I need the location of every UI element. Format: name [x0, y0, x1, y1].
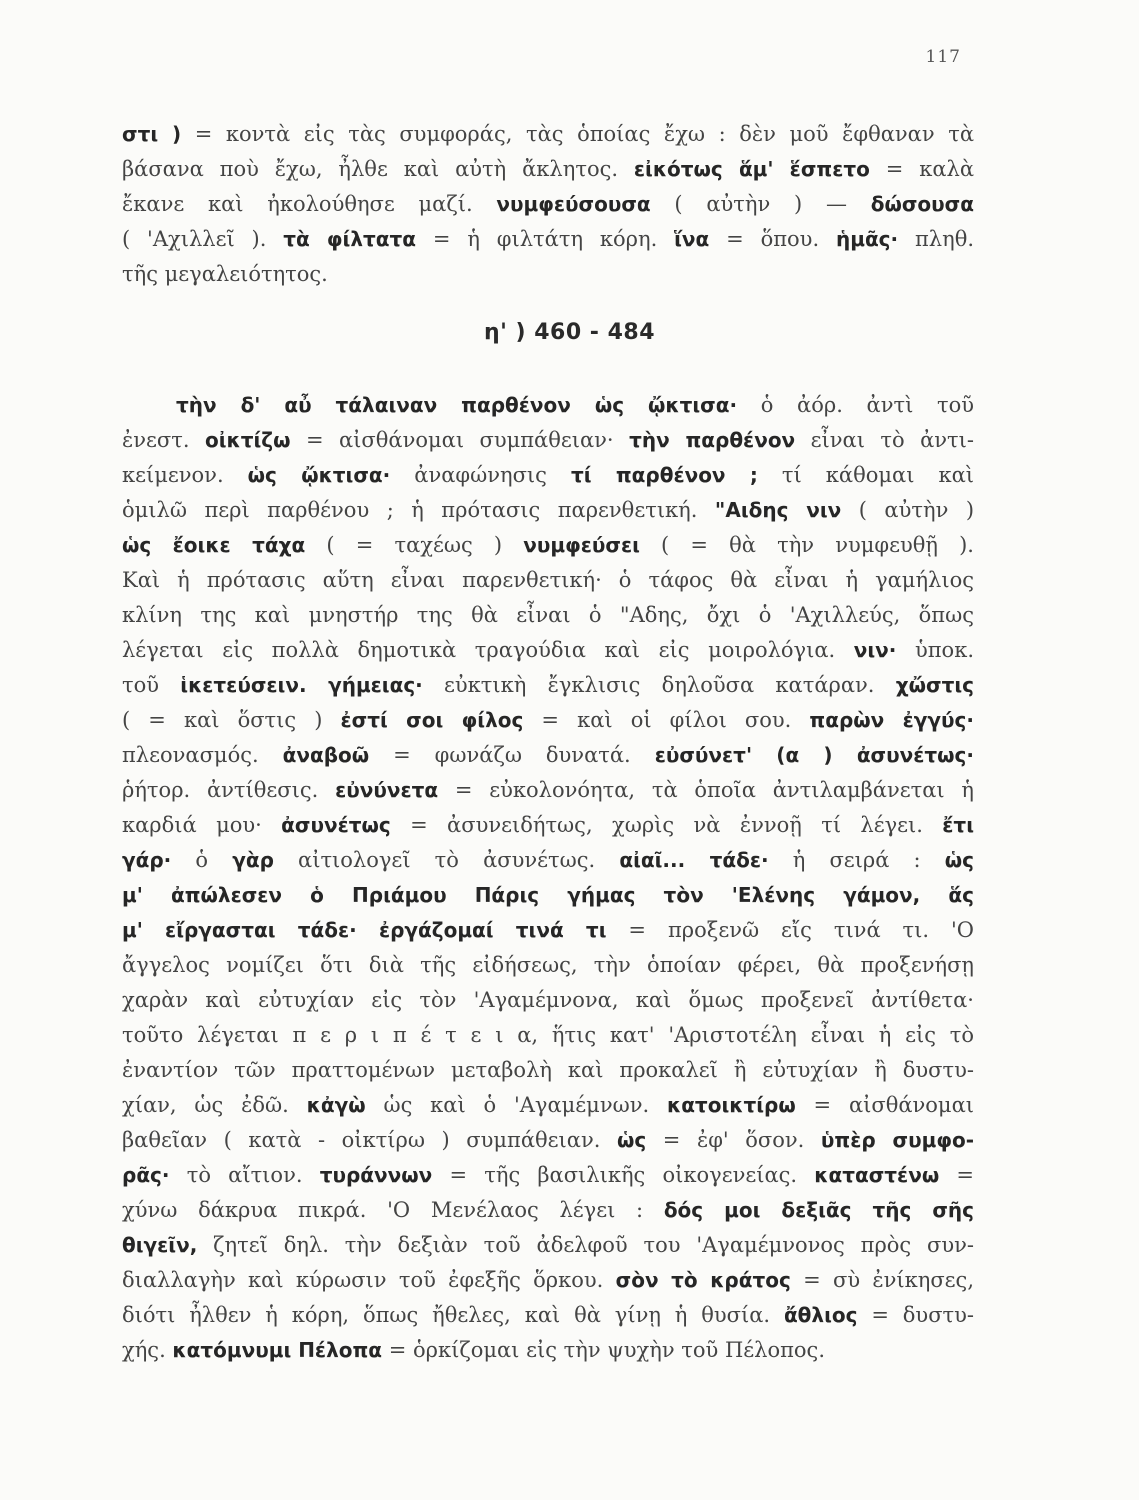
text-line [122, 1018, 974, 1052]
text-line [122, 878, 974, 912]
lemma-bold: εὐνύνετα [335, 778, 439, 802]
gloss-text: αἰτιολογεῖ τὸ ἀσυνέτως. [273, 848, 620, 872]
text-line [122, 1333, 974, 1367]
gloss-text: = προξενῶ εἴς τινά τι. 'Ο [606, 918, 974, 942]
gloss-text: τί κάθομαι καὶ [757, 463, 974, 487]
lemma-bold: ὡς ᾤκτισα· [247, 463, 391, 487]
lemma-bold: θιγεῖν, [122, 1233, 198, 1257]
gloss-text: = τῆς βασιλικῆς οἰκογενείας. [432, 1163, 815, 1187]
gloss-text: διαλλαγὴν καὶ κύρωσιν τοῦ ἐφεξῆς ὅρκου. [122, 1268, 616, 1292]
lemma-bold: ἱκετεύσειν. γήμειας· [180, 673, 423, 697]
gloss-text: ( αὐτὴν ) — [650, 192, 871, 216]
lemma-bold: χὤστις [895, 673, 974, 697]
gloss-text: κείμενον. [122, 463, 248, 487]
gloss-text: ( 'Αχιλλεῖ ). [122, 227, 284, 251]
text-line [122, 1228, 974, 1262]
lemma-bold: μ' ἀπώλεσεν ὁ Πριάμου Πάρις γήμας τὸν 'Ελένης γάμον, ἅς [122, 883, 974, 907]
gloss-text: = εὐκολονόητα, τὰ ὁποῖα ἀντιλαμβάνεται ἡ [438, 778, 974, 802]
gloss-text: βαθεῖαν ( κατὰ - οἰκτίρω ) συμπάθειαν. [122, 1128, 617, 1152]
lemma-bold: νυμφεύσουσα [496, 192, 651, 216]
gloss-text: ( = καὶ ὅστις ) [122, 708, 341, 732]
lemma-bold: ρᾶς· [122, 1163, 170, 1187]
lemma-bold: κατόμνυμι Πέλοπα [172, 1338, 383, 1362]
lemma-bold: ἡμᾶς· [835, 227, 899, 251]
text-line [122, 563, 974, 597]
lemma-bold: τυράννων [319, 1163, 433, 1187]
gloss-text: πλεονασμός. [122, 743, 283, 767]
lemma-bold: ἀναβοῶ [282, 743, 370, 767]
lemma-bold: οἰκτίζω [205, 428, 291, 452]
gloss-text: εἶναι τὸ ἀντι- [795, 428, 974, 452]
section-heading: η' ) 460 - 484 [483, 320, 656, 345]
lemma-bold: γάρ· [122, 848, 172, 872]
gloss-text: κλίνη της καὶ μνηστήρ της θὰ εἶναι ὁ "Αδης, ὄχι ὁ 'Αχιλλεύς, ὅπως [122, 603, 974, 627]
text-line [122, 598, 974, 632]
lemma-bold: ἔτι [942, 813, 974, 837]
gloss-text: ὡς καὶ ὁ 'Αγαμέμνων. [365, 1093, 667, 1117]
text-line [122, 1088, 974, 1122]
lemma-bold: νυμφεύσει [523, 533, 640, 557]
text-line [122, 1123, 974, 1157]
text-line [122, 1158, 974, 1192]
text-line [122, 458, 974, 492]
gloss-text: Καὶ ἡ πρότασις αὕτη εἶναι παρενθετική· ὁ τάφος θὰ εἶναι ἡ γαμήλιος [122, 568, 974, 592]
lemma-bold: στι ) [122, 122, 182, 146]
gloss-text: = ὁρκίζομαι εἰς τὴν ψυχὴν τοῦ Πέλοπος. [382, 1338, 825, 1362]
gloss-text: ὁ [171, 848, 233, 872]
lemma-bold: δώσουσα [870, 192, 974, 216]
text-line [122, 913, 974, 947]
gloss-text: ( = θὰ τὴν νυμφευθῇ ). [639, 533, 974, 557]
lemma-bold: ἐστί σοι φίλος [340, 708, 524, 732]
text-line [122, 493, 974, 527]
text-line [176, 388, 974, 422]
text-line [122, 703, 974, 737]
text-line [122, 668, 974, 702]
gloss-text: ἐναντίον τῶν πραττομένων μεταβολὴ καὶ προκαλεῖ ἢ εὐτυχίαν ἢ δυστυ- [122, 1058, 974, 1082]
text-line [122, 808, 974, 842]
text-line [122, 528, 974, 562]
lemma-bold: τὰ φίλτατα [283, 227, 417, 251]
gloss-text: ἄγγελος νομίζει ὅτι διὰ τῆς εἰδήσεως, τὴν ὁποίαν φέρει, θὰ προξενήσῃ [122, 953, 974, 977]
gloss-text: χίαν, ὡς ἐδῶ. [122, 1093, 307, 1117]
gloss-text: = ἀσυνειδήτως, χωρὶς νὰ ἐννοῇ τί λέγει. [390, 813, 943, 837]
gloss-text: χαρὰν καὶ εὐτυχίαν εἰς τὸν 'Αγαμέμνονα, καὶ ὅμως προξενεῖ ἀντίθετα· [122, 988, 974, 1012]
gloss-text: ζητεῖ δηλ. τὴν δεξιὰν τοῦ ἀδελφοῦ του 'Αγαμέμνονος πρὸς συν- [197, 1233, 974, 1257]
gloss-text: βάσανα ποὺ ἔχω, ἦλθε καὶ αὐτὴ ἄκλητος. [122, 157, 634, 181]
gloss-text: = καὶ οἱ φίλοι σου. [523, 708, 810, 732]
text-line [122, 257, 974, 291]
lemma-bold: ἄθλιος [783, 1303, 858, 1327]
gloss-text: λέγεται εἰς πολλὰ δημοτικὰ τραγούδια καὶ εἰς μοιρολόγια. [122, 638, 854, 662]
lemma-bold: τί παρθένον ; [570, 463, 758, 487]
gloss-text: καρδιά μου· [122, 813, 282, 837]
gloss-text: ( αὐτὴν ) [841, 498, 974, 522]
gloss-text: = δυστυ- [857, 1303, 974, 1327]
text-line [122, 423, 974, 457]
gloss-text: = σὺ ἐνίκησες, [790, 1268, 974, 1292]
lemma-bold: εὐσύνετ' (α ) ἀσυνέτως· [654, 743, 974, 767]
lemma-bold: κἀγὼ [306, 1093, 366, 1117]
lemma-bold: ἀσυνέτως [281, 813, 391, 837]
page-number: 117 [925, 47, 961, 67]
gloss-text: ( = ταχέως ) [305, 533, 524, 557]
text-line [122, 152, 974, 186]
gloss-text: ὁ ἀόρ. ἀντὶ τοῦ [737, 393, 974, 417]
lemma-bold: παρὼν ἐγγύς· [809, 708, 974, 732]
text-line [122, 1193, 974, 1227]
lemma-bold: εἰκότως ἅμ' ἕσπετο [633, 157, 870, 181]
lemma-bold: καταστένω [814, 1163, 940, 1187]
gloss-text: ἡ σειρά : [768, 848, 945, 872]
gloss-text: διότι ἦλθεν ἡ κόρη, ὅπως ἤθελες, καὶ θὰ γίνῃ ἡ θυσία. [122, 1303, 784, 1327]
lemma-bold: τὴν παρθένον [629, 428, 796, 452]
gloss-text: = καλὰ [869, 157, 974, 181]
gloss-text: τῆς μεγαλειότητος. [122, 262, 328, 286]
gloss-text: τοῦ [122, 673, 181, 697]
gloss-text: = [939, 1163, 974, 1187]
text-line [122, 983, 974, 1017]
gloss-text: = ἐφ' ὅσον. [646, 1128, 821, 1152]
lemma-bold: σὸν τὸ κράτος [615, 1268, 791, 1292]
gloss-text: ὑποκ. [896, 638, 974, 662]
text-line [122, 1263, 974, 1297]
lemma-bold: δός μοι δεξιᾶς τῆς σῆς [663, 1198, 974, 1222]
gloss-text: = ἡ φιλτάτη κόρη. [416, 227, 675, 251]
gloss-text: ῥήτορ. ἀντίθεσις. [122, 778, 336, 802]
lemma-bold: ὡς [616, 1128, 647, 1152]
text-line [122, 948, 974, 982]
text-line [122, 187, 974, 221]
gloss-text: ἐνεστ. [122, 428, 205, 452]
text-line [122, 1053, 974, 1087]
lemma-bold: "Αιδης νιν [714, 498, 842, 522]
text-line [122, 633, 974, 667]
lemma-bold: ὑπὲρ συμφο- [820, 1128, 974, 1152]
lemma-bold: ὡς [944, 848, 974, 872]
text-line [122, 738, 974, 772]
gloss-text: τοῦτο λέγεται π ε ρ ι π έ τ ε ι α, ἥτις κατ' 'Αριστοτέλη εἶναι ἡ εἰς τὸ [122, 1023, 974, 1047]
text-line [122, 843, 974, 877]
text-line [122, 773, 974, 807]
lemma-bold: νιν· [853, 638, 897, 662]
gloss-text: τὸ αἴτιον. [169, 1163, 320, 1187]
gloss-text: ἀναφώνησις [390, 463, 571, 487]
text-line [122, 1298, 974, 1332]
gloss-text: πληθ. [898, 227, 974, 251]
text-line [122, 222, 974, 256]
lemma-bold: γὰρ [232, 848, 274, 872]
gloss-text: = φωνάζω δυνατά. [369, 743, 655, 767]
gloss-text: = κοντὰ εἰς τὰς συμφοράς, τὰς ὁποίας ἔχω : δὲν μοῦ ἔφθαναν τὰ [181, 122, 974, 146]
gloss-text: χής. [122, 1338, 173, 1362]
lemma-bold: ἵνα [674, 227, 710, 251]
lemma-bold: ὡς ἔοικε τάχα [122, 533, 306, 557]
gloss-text: = αἰσθάνομαι συμπάθειαν· [290, 428, 630, 452]
lemma-bold: κατοικτίρω [666, 1093, 796, 1117]
lemma-bold: αἰαῖ... τάδε· [619, 848, 769, 872]
text-line [122, 117, 974, 151]
gloss-text: ὁμιλῶ περὶ παρθένου ; ἡ πρότασις παρενθετική. [122, 498, 715, 522]
gloss-text: εὐκτικὴ ἔγκλισις δηλοῦσα κατάραν. [422, 673, 896, 697]
gloss-text: χύνω δάκρυα πικρά. 'Ο Μενέλαος λέγει : [122, 1198, 664, 1222]
gloss-text: = ὅπου. [709, 227, 836, 251]
gloss-text: ἔκανε καὶ ἠκολούθησε μαζί. [122, 192, 497, 216]
lemma-bold: τὴν δ' αὖ τάλαιναν παρθένον ὡς ᾤκτισα· [176, 393, 738, 417]
lemma-bold: μ' εἴργασται τάδε· ἐργάζομαί τινά τι [122, 918, 607, 942]
gloss-text: = αἰσθάνομαι [795, 1093, 974, 1117]
